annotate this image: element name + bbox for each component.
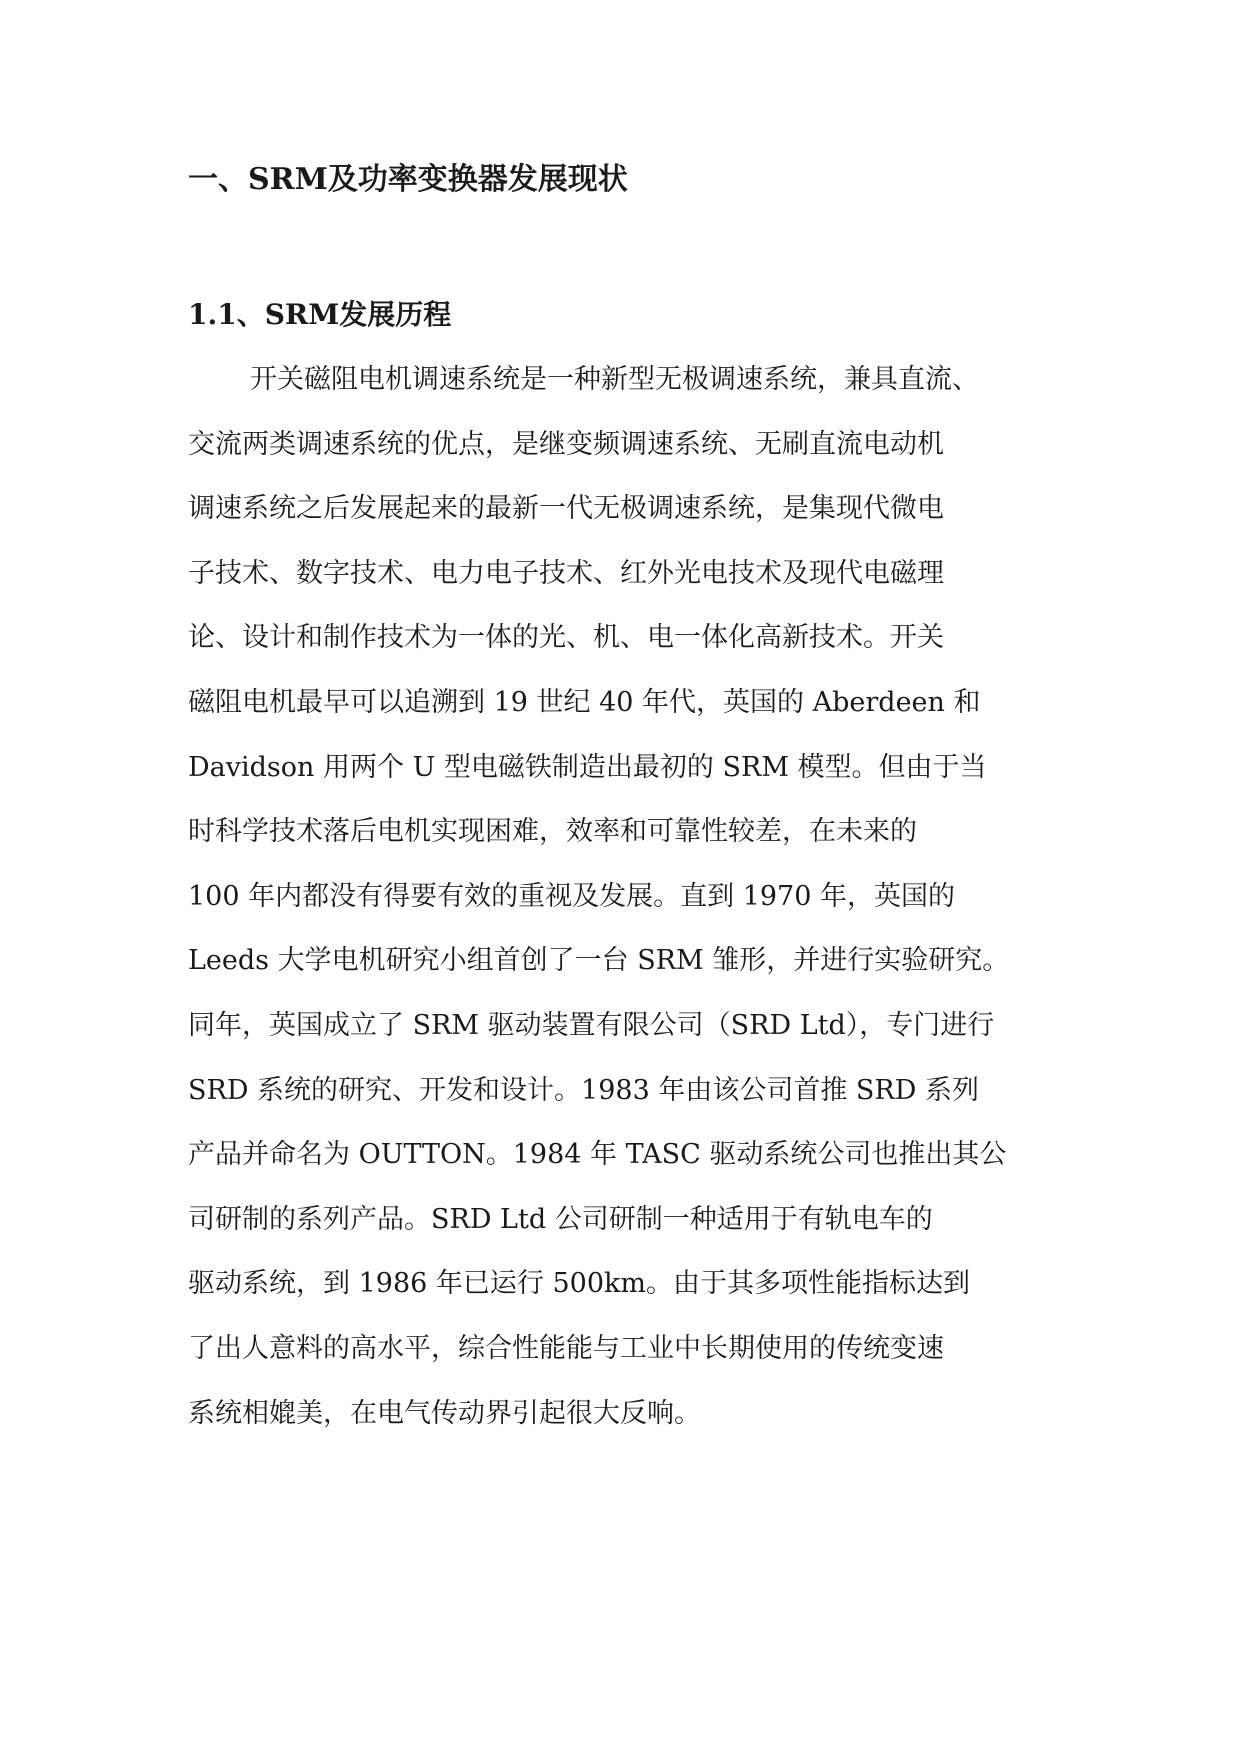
section-heading: 一、SRM及功率变换器发展现状 (188, 162, 628, 197)
paragraph-line: 调速系统之后发展起来的最新一代无极调速系统，是集现代微电 (188, 493, 944, 525)
subsection-heading: 1.1、SRM发展历程 (188, 298, 452, 331)
paragraph-line: SRD 系统的研究、开发和设计。1983 年由该公司首推 SRD 系列 (188, 1074, 979, 1106)
paragraph-line: 司研制的系列产品。SRD Ltd 公司研制一种适用于有轨电车的 (188, 1203, 933, 1235)
paragraph-line: Davidson 用两个 U 型电磁铁制造出最初的 SRM 模型。但由于当 (188, 751, 987, 783)
paragraph-line: 系统相媲美，在电气传动界引起很大反响。 (188, 1397, 701, 1429)
paragraph-line: 子技术、数字技术、电力电子技术、红外光电技术及现代电磁理 (188, 557, 944, 589)
paragraph-line: 驱动系统，到 1986 年已运行 500km。由于其多项性能指标达到 (188, 1268, 970, 1300)
paragraph-line: Leeds 大学电机研究小组首创了一台 SRM 雏形，并进行实验研究。 (188, 945, 1010, 977)
paragraph-line: 100 年内都没有得要有效的重视及发展。直到 1970 年，英国的 (188, 880, 955, 912)
paragraph-line: 交流两类调速系统的优点，是继变频调速系统、无刷直流电动机 (188, 428, 944, 460)
paragraph-line: 同年，英国成立了 SRM 驱动装置有限公司（SRD Ltd），专门进行 (188, 1009, 995, 1041)
paragraph-line: 磁阻电机最早可以追溯到 19 世纪 40 年代，英国的 Aberdeen 和 (188, 686, 981, 718)
paragraph-line: 了出人意料的高水平，综合性能能与工业中长期使用的传统变速 (188, 1332, 944, 1364)
body-paragraph (188, 360, 1068, 1458)
paragraph-line: 开关磁阻电机调速系统是一种新型无极调速系统，兼具直流、 (250, 364, 979, 395)
paragraph-line: 产品并命名为 OUTTON。1984 年 TASC 驱动系统公司也推出其公 (188, 1139, 1007, 1171)
paragraph-line: 论、设计和制作技术为一体的光、机、电一体化高新技术。开关 (188, 622, 944, 654)
paragraph-line: 时科学技术落后电机实现困难，效率和可靠性较差，在未来的 (188, 816, 917, 848)
